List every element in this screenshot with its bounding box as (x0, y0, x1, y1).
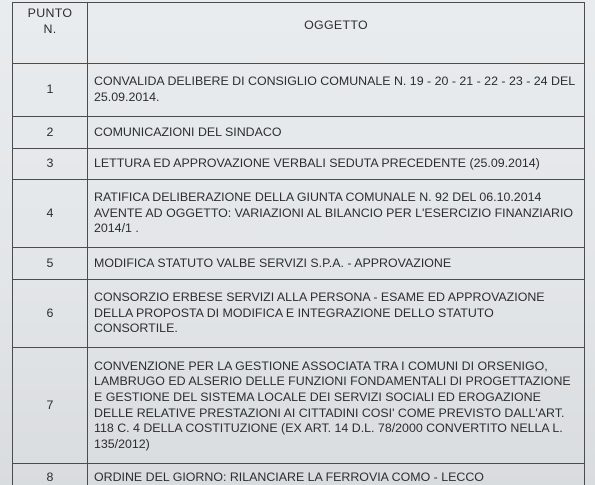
row-number: 5 (13, 248, 88, 280)
row-number: 3 (13, 149, 88, 180)
header-punto (13, 3, 88, 64)
table-row (13, 348, 585, 464)
row-subject: CONVALIDA DELIBERE DI CONSIGLIO COMUNALE N. 19 - 20 - 21 - 22 - 23 - 24 DEL 25.09.2014. (88, 64, 585, 117)
row-number: 7 (13, 348, 88, 464)
table-row (13, 64, 585, 117)
row-subject: COMUNICAZIONI DEL SINDACO (88, 117, 585, 149)
table-header-row (13, 3, 585, 64)
table-row (13, 280, 585, 348)
row-subject: LETTURA ED APPROVAZIONE VERBALI SEDUTA PRECEDENTE (25.09.2014) (88, 149, 585, 180)
header-oggetto: OGGETTO (88, 3, 585, 64)
row-number: 4 (13, 180, 88, 248)
row-number: 8 (13, 464, 88, 485)
table-row (13, 180, 585, 248)
header-punto-line1: PUNTO (27, 6, 73, 20)
table-row (13, 149, 585, 180)
header-punto-line2: N. (43, 21, 57, 36)
row-number: 6 (13, 280, 88, 348)
row-number: 1 (13, 64, 88, 117)
row-subject: RATIFICA DELIBERAZIONE DELLA GIUNTA COMUNALE N. 92 DEL 06.10.2014 AVENTE AD OGGETTO: VARIAZIONI AL BILANCIO PER L'ESERCIZIO FINANZIARIO 2014/1 . (88, 180, 585, 248)
row-subject: CONVENZIONE PER LA GESTIONE ASSOCIATA TRA I COMUNI DI ORSENIGO, LAMBRUGO ED ALSERIO DELLE FUNZIONI FONDAMENTALI DI PROGETTAZIONE E GESTIONE DEL SISTEMA LOCALE DEI SERVIZI SOCIALI ED EROGAZIONE DELLE RELATIVE PRESTAZIONI AI CITTADINI COSI' COME PREVISTO DALL'ART. 118 C. 4 DELLA COSTITUZIONE (EX ART. 14 D.L. 78/2000 CONVERTITO NELLA L. 135/2012) (88, 348, 585, 464)
table-row (13, 117, 585, 149)
agenda-table (12, 2, 585, 485)
table-row (13, 464, 585, 485)
table-row (13, 248, 585, 280)
row-number: 2 (13, 117, 88, 149)
row-subject: CONSORZIO ERBESE SERVIZI ALLA PERSONA - ESAME ED APPROVAZIONE DELLA PROPOSTA DI MODIFICA E INTEGRAZIONE DELLO STATUTO CONSORTILE. (88, 280, 585, 348)
row-subject: ORDINE DEL GIORNO: RILANCIARE LA FERROVIA COMO - LECCO (88, 464, 585, 485)
row-subject: MODIFICA STATUTO VALBE SERVIZI S.P.A. - APPROVAZIONE (88, 248, 585, 280)
